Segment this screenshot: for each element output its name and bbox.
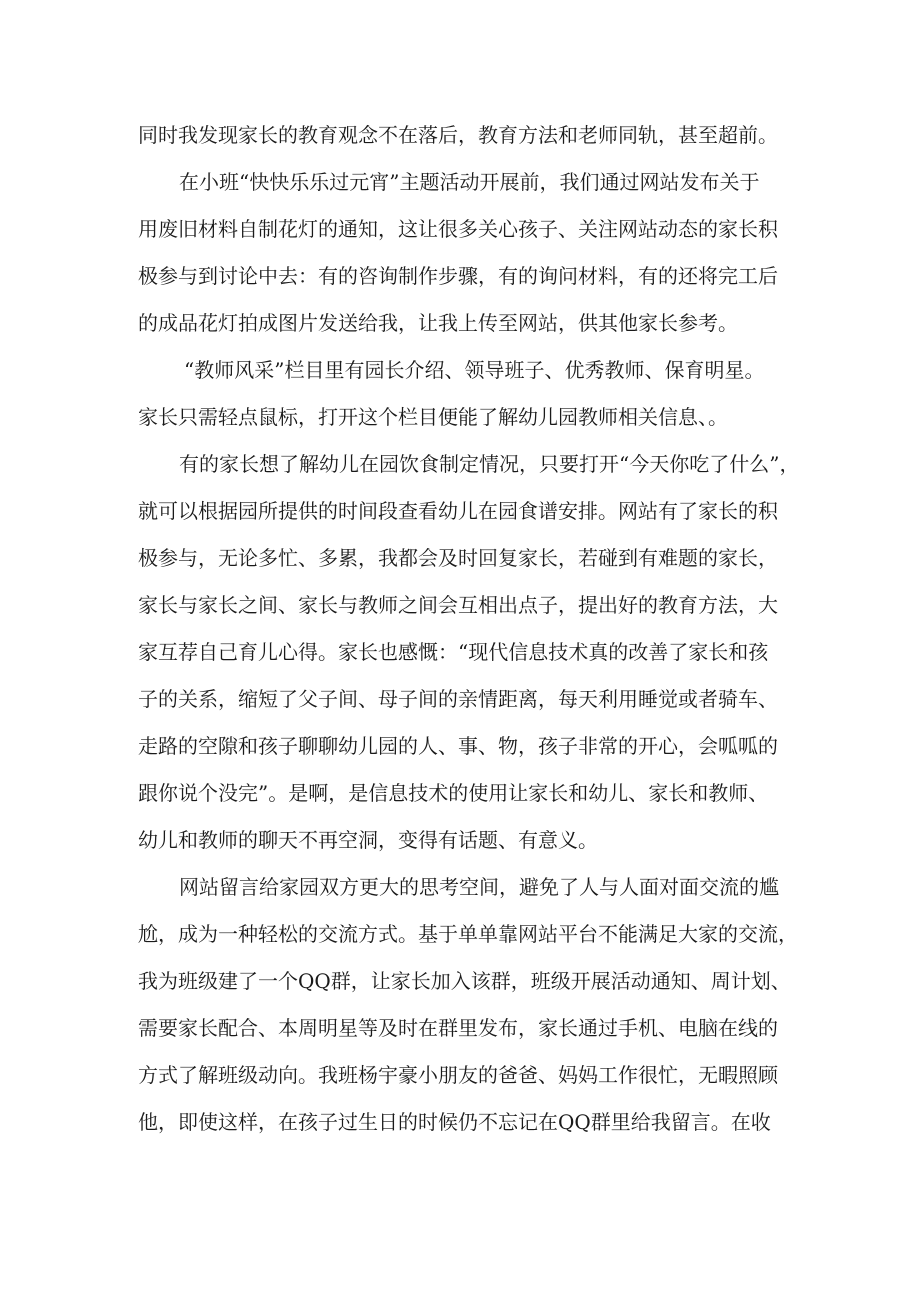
paragraph-4-line-7: 走路的空隙和孩子聊聊幼儿园的人、事、物，孩子非常的开心，会呱呱的: [138, 734, 778, 758]
paragraph-2-line-4: 的成品花灯拍成图片发送给我，让我上传至网站，供其他家长参考。: [138, 311, 738, 335]
paragraph-4-line-3: 极参与，无论多忙、多累，我都会及时回复家长，若碰到有难题的家长，: [138, 546, 778, 570]
paragraph-2-line-1: 在小班“快快乐乐过元宵”主题活动开展前，我们通过网站发布关于: [179, 170, 760, 194]
paragraph-4-line-4: 家长与家长之间、家长与教师之间会互相出点子，提出好的教育方法，大: [138, 593, 778, 617]
paragraph-2-line-2: 用废旧材料自制花灯的通知，这让很多关心孩子、关注网站动态的家长积: [138, 217, 778, 241]
paragraph-2-line-3: 极参与到讨论中去：有的咨询制作步骤，有的询问材料，有的还将完工后: [138, 264, 778, 288]
paragraph-5-line-2: 尬，成为一种轻松的交流方式。基于单单靠网站平台不能满足大家的交流，: [138, 922, 798, 946]
paragraph-3-line-2: 家长只需轻点鼠标，打开这个栏目便能了解幼儿园教师相关信息、。: [138, 405, 728, 429]
paragraph-4-line-6: 子的关系，缩短了父子间、母子间的亲情距离，每天利用睡觉或者骑车、: [138, 687, 778, 711]
paragraph-4-line-9: 幼儿和教师的聊天不再空洞，变得有话题、有意义。: [138, 828, 598, 852]
paragraph-3-line-1: “教师风采”栏目里有园长介绍、领导班子、优秀教师、保育明星。: [184, 358, 765, 382]
paragraph-5-line-1: 网站留言给家园双方更大的思考空间，避免了人与人面对面交流的尴: [179, 875, 779, 899]
paragraph-4-line-1: 有的家长想了解幼儿在园饮食制定情况，只要打开“今天你吃了什么”，: [179, 452, 800, 476]
paragraph-5-line-4: 需要家长配合、本周明星等及时在群里发布，家长通过手机、电脑在线的: [138, 1016, 778, 1040]
paragraph-5-line-3: 我为班级建了一个QQ群，让家长加入该群，班级开展活动通知、周计划、: [138, 969, 791, 993]
paragraph-4-line-5: 家互荐自己育儿心得。家长也感慨：“现代信息技术真的改善了家长和孩: [138, 640, 769, 664]
paragraph-1-line-1: 同时我发现家长的教育观念不在落后，教育方法和老师同轨，甚至超前。: [138, 123, 778, 147]
paragraph-5-line-5: 方式了解班级动向。我班杨宇豪小朋友的爸爸、妈妈工作很忙，无暇照顾: [138, 1063, 778, 1087]
document-body: [138, 112, 798, 1146]
paragraph-5-line-6: 他，即使这样，在孩子过生日的时候仍不忘记在QQ群里给我留言。在收: [138, 1110, 771, 1134]
paragraph-4-line-8: 跟你说个没完”。是啊，是信息技术的使用让家长和幼儿、家长和教师、: [138, 781, 769, 805]
paragraph-4-line-2: 就可以根据园所提供的时间段查看幼儿在园食谱安排。网站有了家长的积: [138, 499, 778, 523]
